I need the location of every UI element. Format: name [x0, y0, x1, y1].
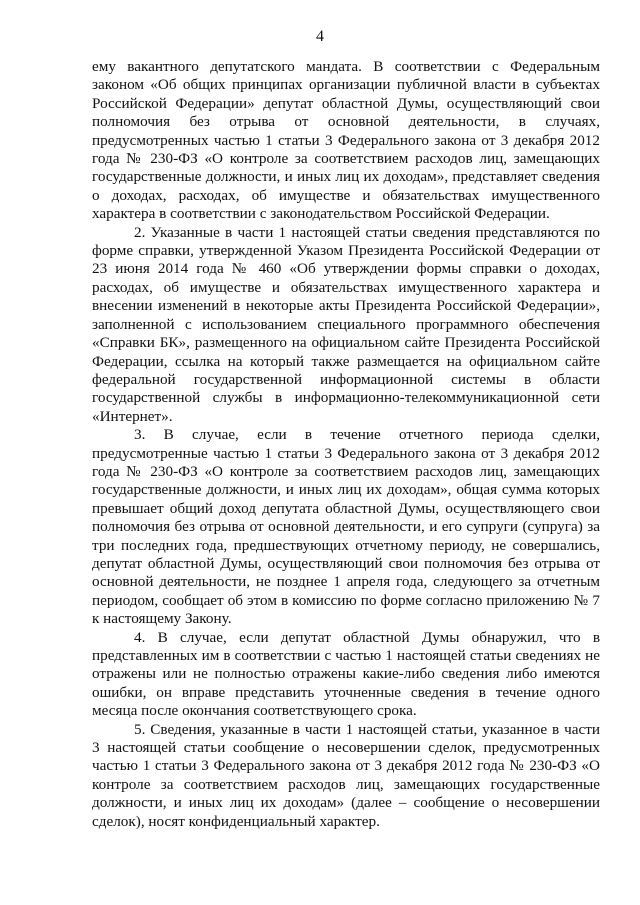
paragraph-item-4: 4. В случае, если депутат областной Думы обнаружил, что в представленных им в соответствии с частью 1 настоящей статьи сведениях не отражены или не полностью отражены какие-либо сведения либо имеются ошибки, он вправе представить уточненные сведения в течение одного месяца после окончания соответствующего срока. [92, 628, 600, 720]
page-number: 4 [316, 28, 324, 45]
paragraph-item-3: 3. В случае, если в течение отчетного периода сделки, предусмотренные частью 1 статьи 3 Федерального закона от 3 декабря 2012 года № 230-ФЗ «О контроле за соответствием расходов лиц, замещающих государственные должности, и иных лиц их доходам», общая сумма которых превышает общий доход депутата областной Думы, осуществляющего свои полномочия без отрыва от основной деятельности, и его супруги (супруга) за три последних года, предшествующих отчетному периоду, не совершались, депутат областной Думы, осуществляющий свои полномочия без отрыва от основной деятельности, не позднее 1 апреля года, следующего за отчетным периодом, сообщает об этом в комиссию по форме согласно приложению № 7 к настоящему Закону. [92, 426, 600, 628]
paragraph-item-5: 5. Сведения, указанные в части 1 настоящей статьи, указанное в части 3 настоящей статьи сообщение о несовершении сделок, предусмотренных частью 1 статьи 3 Федерального закона от 3 декабря 2012 года № 230-ФЗ «О контроле за соответствием расходов лиц, замещающих государственные должности, и иных лиц их доходам» (далее – сообщение о несовершении сделок), носят конфиденциальный характер. [92, 720, 600, 830]
paragraph-item-2: 2. Указанные в части 1 настоящей статьи сведения представляются по форме справки, утвержденной Указом Президента Российской Федерации от 23 июня 2014 года № 460 «Об утверждении формы справки о доходах, расходах, об имуществе и обязательствах имущественного характера и внесении изменений в некоторые акты Президента Российской Федерации», заполненной с использованием специального программного обеспечения «Справки БК», размещенного на официальном сайте Президента Российской Федерации, ссылка на который также размещается на официальном сайте федеральной государственной информационной системы в области государственной службы в информационно-телекоммуникационной сети «Интернет». [92, 223, 600, 425]
paragraph-continuation: ему вакантного депутатского мандата. В соответствии с Федеральным законом «Об общих принципах организации публичной власти в субъектах Российской Федерации» депутат областной Думы, осуществляющий свои полномочия без отрыва от основной деятельности, в случаях, предусмотренных частью 1 статьи 3 Федерального закона от 3 декабря 2012 года № 230-ФЗ «О контроле за соответствием расходов лиц, замещающих государственные должности, и иных лиц их доходам», представляет сведения о доходах, расходах, об имуществе и обязательствах имущественного характера в соответствии с законодательством Российской Федерации. [92, 58, 600, 223]
